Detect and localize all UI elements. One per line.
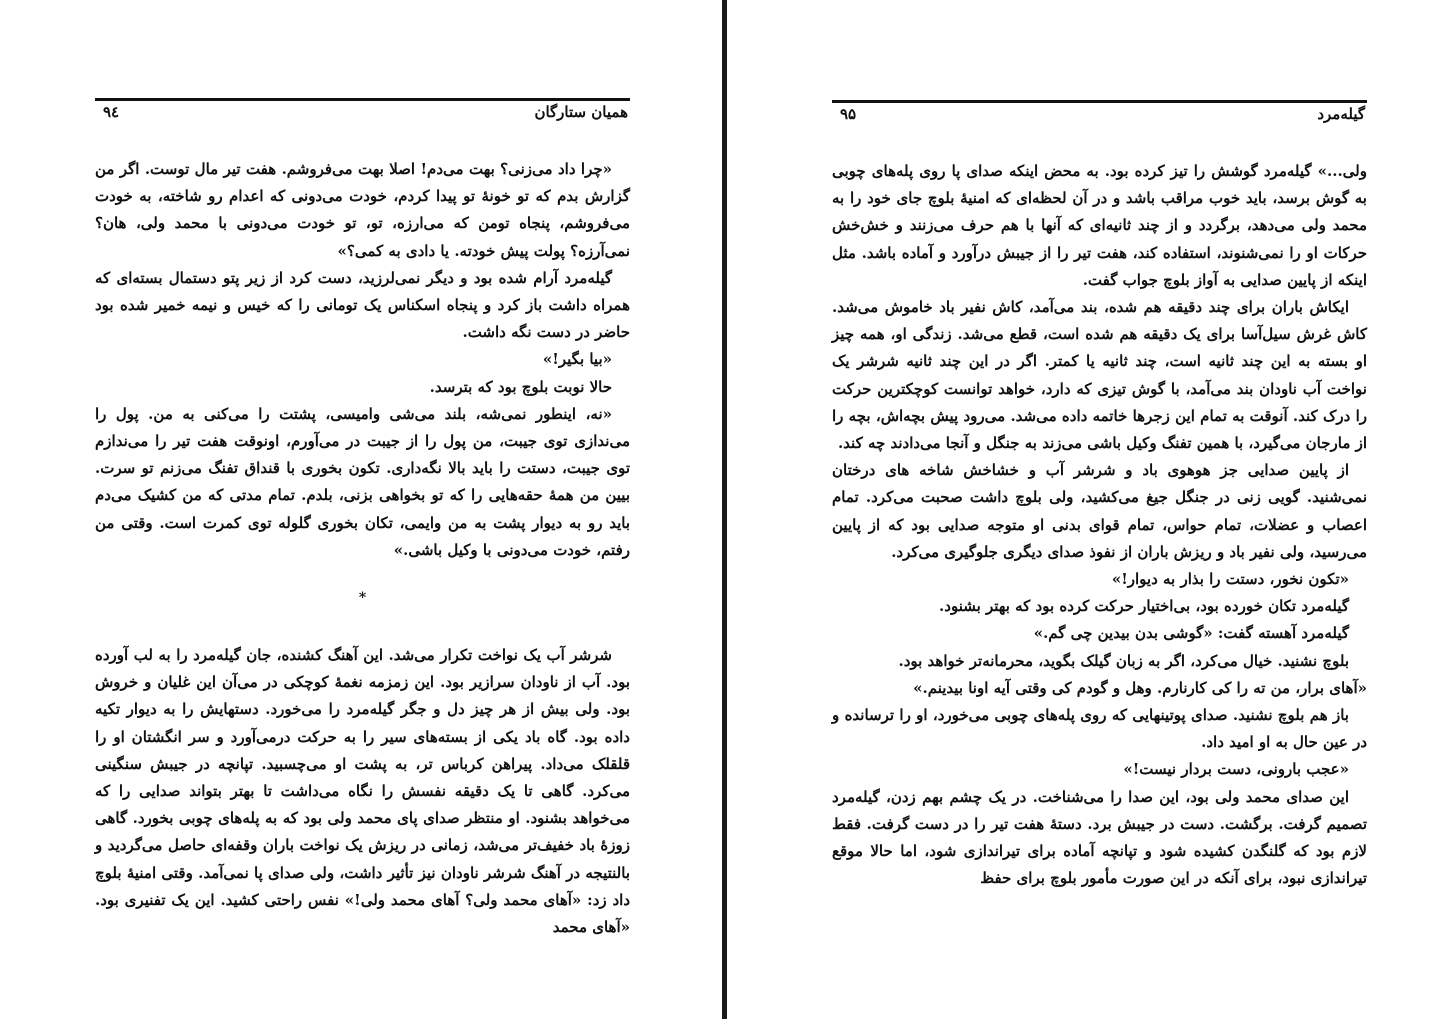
paragraph: گیله‌مرد آهسته گفت: «گوشی بدن بیدین چی گم.» <box>1033 624 1349 643</box>
paragraph: ولی...» گیله‌مرد گوشش را تیز کرده بود. به محض اینکه صدای پا روی پله‌های چوبی به گوش برسد، باید خوب مراقب باشد و در آن لحظه‌ای که امنیهٔ بلوچ جای خود را به محمد ولی می‌دهد، برگردد و از چند ثانیه‌ای که آنها با هم حرف می‌زنند و خش‌خش حرکات او را نمی‌شنوند، استفاده کند، هفت تیر را از جیبش درآورد و آماده باشد. مثل اینکه از پایین صدایی به آواز بلوچ جواب گفت. <box>832 162 1367 289</box>
paragraph: گیله‌مرد تکان خورده بود، بی‌اختیار حرکت کرده بود که بهتر بشنود. <box>939 597 1349 616</box>
right-running-head <box>832 100 1367 133</box>
paragraph: «آهای برار، من ته را کی کارنارم. وهل و گودم کی وقتی آیه اونا بیدینم.» <box>913 678 1367 697</box>
left-text-block-1 <box>95 156 630 564</box>
book-spine <box>722 0 727 1019</box>
left-page <box>95 0 630 1019</box>
left-text-block-2 <box>95 642 630 941</box>
paragraph: از پایین صدایی جز هوهوی باد و شرشر آب و خشاخش شاخه های درختان نمی‌شنید. گویی زنی در جنگل جیغ می‌کشید، ولی بلوچ داشت صحبت می‌کرد. تمام اعصاب و عضلات، تمام حواس، تمام قوای بدنی او متوجه صدایی بود که از پایین می‌رسید، ولی نفیر باد و ریزش باران از نفوذ صدای دیگری جلوگیری می‌کرد. <box>832 461 1367 561</box>
paragraph: بلوچ نشنید. خیال می‌کرد، اگر به زبان گیلک بگوید، محرمانه‌تر خواهد بود. <box>898 651 1349 670</box>
paragraph: «تکون نخور، دستت را بذار به دیوار!» <box>1111 570 1349 589</box>
paragraph: «بیا بگیر!» <box>542 350 612 369</box>
left-page-number: ۹٤ <box>103 103 120 121</box>
left-running-title: همیان ستارگان <box>534 103 628 121</box>
paragraph: «چرا داد می‌زنی؟ بهت می‌دم! اصلا بهت می‌فروشم. هفت تیر مال توست. اگر من گزارش بدم که تو خونهٔ تو پیدا کردم، خودت می‌دونی که اعدام رو شاخته، به خودت می‌فروشم، پنجاه تومن که می‌ارزه، تو، تو خودت می‌دونی با محمد ولی، هان؟ نمی‌آرزه؟ پولت پیش خودته. یا دادی به کمی؟» <box>95 160 630 260</box>
paragraph: گیله‌مرد آرام شده بود و دیگر نمی‌لرزید، دست کرد از زیر پتو دستمال بسته‌ای که همراه داشت باز کرد و پنجاه اسکناس یک تومانی را که خیس و نیمه خمیر شده بود حاضر در دست نگه داشت. <box>95 268 630 342</box>
paragraph: باز هم بلوچ نشنید. صدای پوتینهایی که روی پله‌های چوبی می‌خورد، او را ترسانده و در عین حال به او امید داد. <box>832 706 1367 752</box>
section-break-mark: * <box>358 590 367 606</box>
left-running-head <box>95 98 630 131</box>
right-text-block-1 <box>832 158 1367 892</box>
paragraph: ایکاش باران برای چند دقیقه هم شده، بند می‌آمد، کاش نفیر باد خاموش می‌شد. کاش غرش سیل‌آسا برای یک دقیقه هم شده است، قطع می‌شد. زندگی او، همه چیز او بسته به این چند ثانیه است، چند ثانیه یا کمتر. اگر در این چند ثانیه شرشر یک نواخت آب ناودان بند می‌آمد، با گوش تیزی که دارد، خواهد توانست کوچکترین حرکت را درک کند. آنوقت به تمام این زجرها خاتمه داده می‌شد. می‌رود پیش بچه‌اش، بچه را از مارجان می‌گیرد، با همین تفنگ وکیل باشی می‌زند به جنگل و آنجا می‌دادند چه کند. <box>832 298 1367 453</box>
right-running-title: گیله‌مرد <box>1317 105 1365 123</box>
paragraph: حالا نوبت بلوچ بود که بترسد. <box>429 377 612 396</box>
paragraph: «نه، اینطور نمی‌شه، بلند می‌شی وامیسی، پشتت را می‌کنی به من. پول را می‌ندازی توی جیبت، من پول را از جیبت در می‌آورم، اونوقت هفت تیر را می‌ندازم توی جیبت، دستت را باید بالا نگه‌داری. تکون بخوری با قنداق تفنگ می‌زنم تو سرت. بیین من همهٔ حقه‌هایی را که تو بخواهی بزنی، بلدم. تمام مدتی که من کشیک می‌دم باید رو به دیوار پشت به من وایمی، تکان بخوری گلوله توی کمرت است. وقتی من رفتم، خودت می‌دونی با وکیل باشی.» <box>95 404 630 559</box>
paragraph: این صدای محمد ولی بود، این صدا را می‌شناخت. در یک چشم بهم زدن، گیله‌مرد تصمیم گرفت. برگشت. دست در جیبش برد. دستهٔ هفت تیر را در دست گرفت. فقط لازم بود که گلنگدن کشیده شود و تپانچه آماده برای تیراندازی شود، اما حالا موقع تیراندازی نبود، برای آنکه در این صورت مأمور بلوچ برای حفظ <box>832 787 1367 888</box>
right-page-number: ۹۵ <box>840 105 857 123</box>
paragraph: «عجب بارونی، دست بردار نیست!» <box>1123 760 1349 779</box>
paragraph: شرشر آب یک نواخت تکرار می‌شد. این آهنگ کشنده، جان گیله‌مرد را به لب آورده بود. آب از ناودان سرازیر بود. این زمزمه نغمهٔ کوچکی در می‌آن این غلیان و خروش بود. ولی بیش از هر چیز دل و جگر گیله‌مرد را می‌خورد. دستهایش را به دیوار تکیه داده بود. گاه باد یکی از بسته‌های سیر را به حرکت درمی‌آورد و سر انگشتان او را قلقلک می‌داد. پیراهن کرباس تر، به پشت او می‌چسبید. تپانچه در جیبش سنگینی می‌کرد. گاهی تا یک دقیقه نفسش را نگاه می‌داشت تا بهتر بتواند صدایی را که می‌خواهد بشنود. او منتظر صدای پای محمد ولی بود که به پله‌های چوبی بخورد. گاهی زوزهٔ باد خفیف‌تر می‌شد، زمانی در ریزش یک نواخت باران وقفه‌ای حاصل می‌گردید و بالنتیجه در آهنگ شرشر ناودان نیز تأثیر داشت، ولی صدای پا نمی‌آمد. وقتی امنیهٔ بلوچ داد زد: «آهای محمد ولی؟ آهای محمد ولی!» نفس راحتی کشید. این یک تفنیری بود. «آهای محمد <box>95 646 630 937</box>
right-page <box>832 0 1367 1019</box>
